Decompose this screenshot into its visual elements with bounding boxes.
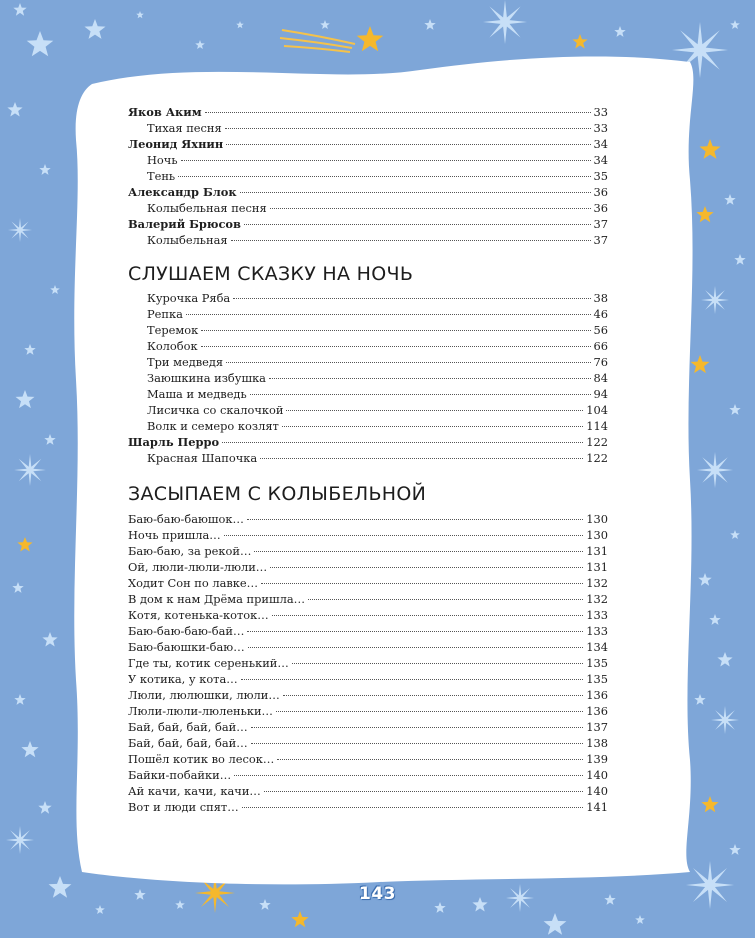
dot-leader	[277, 759, 583, 760]
toc-entry	[128, 322, 608, 338]
entry-title: Вот и люди спят…	[128, 800, 239, 814]
entry-page: 76	[593, 355, 608, 369]
entry-page: 33	[593, 105, 608, 119]
entry-page: 136	[586, 704, 608, 718]
entry-title: Три медведя	[147, 355, 224, 369]
entry-title: Ходит Сон по лавке…	[128, 576, 259, 590]
dot-leader	[181, 160, 591, 161]
toc-entry	[128, 232, 608, 248]
dot-leader	[222, 442, 583, 443]
dot-leader	[247, 631, 583, 632]
dot-leader	[241, 679, 584, 680]
dot-leader	[254, 551, 583, 552]
toc-entry	[128, 751, 608, 767]
dot-leader	[231, 240, 591, 241]
toc-author-entry	[128, 136, 608, 152]
toc-entry	[128, 418, 608, 434]
entry-title: Александр Блок	[128, 185, 237, 199]
entry-title: Бай, бай, бай, бай…	[128, 736, 248, 750]
dot-leader	[270, 208, 591, 209]
toc-entry	[128, 200, 608, 216]
toc-entry	[128, 607, 608, 623]
entry-page: 84	[593, 371, 608, 385]
entry-page: 138	[586, 736, 608, 750]
toc-author-entry	[128, 184, 608, 200]
dot-leader	[282, 426, 583, 427]
entry-page: 104	[586, 403, 608, 417]
dot-leader	[244, 224, 591, 225]
entry-page: 131	[586, 560, 608, 574]
toc-entry	[128, 120, 608, 136]
dot-leader	[250, 394, 591, 395]
entry-page: 132	[586, 576, 608, 590]
dot-leader	[224, 535, 584, 536]
toc-entry	[128, 591, 608, 607]
dot-leader	[251, 743, 584, 744]
dot-leader	[234, 775, 583, 776]
dot-leader	[240, 192, 591, 193]
dot-leader	[242, 807, 584, 808]
section-lullabies	[128, 511, 608, 815]
entry-page: 134	[586, 640, 608, 654]
entry-title: Лисичка со скалочкой	[147, 403, 284, 417]
section-heading-skazka: СЛУШАЕМ СКАЗКУ НА НОЧЬ	[128, 263, 414, 285]
toc-entry	[128, 799, 608, 815]
entry-title: Ай качи, качи, качи…	[128, 784, 261, 798]
entry-title: Ночь	[147, 153, 178, 167]
dot-leader	[248, 647, 584, 648]
star-icon	[701, 286, 729, 314]
star-icon	[711, 706, 739, 734]
entry-page: 130	[586, 528, 608, 542]
entry-title: Ночь пришла…	[128, 528, 221, 542]
entry-page: 139	[586, 752, 608, 766]
entry-page: 133	[586, 624, 608, 638]
entry-page: 135	[586, 672, 608, 686]
entry-page: 135	[586, 656, 608, 670]
toc-entry	[128, 783, 608, 799]
dot-leader	[233, 298, 590, 299]
toc-entry	[128, 543, 608, 559]
toc-author-entry	[128, 216, 608, 232]
entry-page: 132	[586, 592, 608, 606]
entry-title: Тихая песня	[147, 121, 222, 135]
toc-entry	[128, 338, 608, 354]
dot-leader	[276, 711, 583, 712]
toc-entry	[128, 386, 608, 402]
toc-entry	[128, 767, 608, 783]
entry-page: 66	[593, 339, 608, 353]
entry-page: 37	[593, 233, 608, 247]
entry-page: 35	[593, 169, 608, 183]
entry-title: Волк и семеро козлят	[147, 419, 279, 433]
dot-leader	[286, 410, 583, 411]
entry-page: 38	[593, 291, 608, 305]
star-icon	[6, 826, 34, 854]
dot-leader	[226, 144, 590, 145]
entry-page: 37	[593, 217, 608, 231]
dot-leader	[201, 346, 591, 347]
entry-title: Люли-люли-люленьки…	[128, 704, 273, 718]
dot-leader	[283, 695, 584, 696]
entry-title: Теремок	[147, 323, 199, 337]
entry-page: 56	[593, 323, 608, 337]
entry-page: 130	[586, 512, 608, 526]
entry-title: Баю-баю-баюшок…	[128, 512, 244, 526]
entry-page: 36	[593, 185, 608, 199]
dot-leader	[264, 791, 583, 792]
entry-page: 46	[593, 307, 608, 321]
entry-title: Ой, люли-люли-люли…	[128, 560, 268, 574]
entry-page: 122	[586, 435, 608, 449]
dot-leader	[270, 567, 583, 568]
entry-title: Котя, котенька-коток…	[128, 608, 269, 622]
dot-leader	[308, 599, 583, 600]
entry-title: Красная Шапочка	[147, 451, 258, 465]
toc-entry	[128, 370, 608, 386]
dot-leader	[272, 615, 584, 616]
toc-entry	[128, 290, 608, 306]
toc-entry	[128, 354, 608, 370]
dot-leader	[178, 176, 590, 177]
entry-page: 122	[586, 451, 608, 465]
dot-leader	[226, 362, 590, 363]
section-fairy-tales	[128, 290, 608, 466]
entry-title: Репка	[147, 307, 183, 321]
star-icon	[697, 452, 733, 488]
entry-title: Шарль Перро	[128, 435, 220, 449]
toc-author-entry	[128, 434, 608, 450]
dot-leader	[247, 519, 583, 520]
toc-entry	[128, 735, 608, 751]
entry-title: Леонид Яхнин	[128, 137, 224, 151]
entry-page: 140	[586, 784, 608, 798]
entry-title: Курочка Ряба	[147, 291, 231, 305]
dot-leader	[201, 330, 590, 331]
entry-title: Валерий Брюсов	[128, 217, 241, 231]
dot-leader	[292, 663, 583, 664]
toc-entry	[128, 687, 608, 703]
entry-title: Бай, бай, бай, бай…	[128, 720, 248, 734]
toc-entry	[128, 559, 608, 575]
toc-entry	[128, 152, 608, 168]
entry-page: 131	[586, 544, 608, 558]
star-icon	[14, 454, 46, 486]
entry-title: Баю-баюшки-баю…	[128, 640, 245, 654]
entry-page: 140	[586, 768, 608, 782]
toc-entry	[128, 719, 608, 735]
entry-title: Где ты, котик серенький…	[128, 656, 289, 670]
entry-title: Баю-баю-баю-бай…	[128, 624, 245, 638]
page-number: 143	[359, 884, 396, 904]
entry-title: Маша и медведь	[147, 387, 247, 401]
entry-page: 137	[586, 720, 608, 734]
entry-title: Тень	[147, 169, 176, 183]
star-icon	[8, 218, 32, 242]
dot-leader	[186, 314, 591, 315]
entry-page: 34	[593, 137, 608, 151]
section-heading-lullabies: ЗАСЫПАЕМ С КОЛЫБЕЛЬНОЙ	[128, 483, 427, 505]
entry-page: 136	[586, 688, 608, 702]
dot-leader	[261, 583, 583, 584]
dot-leader	[260, 458, 583, 459]
entry-page: 36	[593, 201, 608, 215]
entry-title: Яков Аким	[128, 105, 202, 119]
section-poets	[128, 104, 608, 248]
entry-title: У котика, у кота…	[128, 672, 238, 686]
entry-title: Колобок	[147, 339, 198, 353]
entry-page: 94	[593, 387, 608, 401]
entry-title: Пошёл котик во лесок…	[128, 752, 275, 766]
toc-entry	[128, 655, 608, 671]
toc-entry	[128, 511, 608, 527]
toc-entry	[128, 306, 608, 322]
dot-leader	[205, 112, 591, 113]
toc-entry	[128, 575, 608, 591]
entry-title: Колыбельная	[147, 233, 228, 247]
entry-page: 114	[586, 419, 608, 433]
toc-entry	[128, 402, 608, 418]
entry-title: Байки-побайки…	[128, 768, 232, 782]
toc-entry	[128, 168, 608, 184]
entry-page: 133	[586, 608, 608, 622]
toc-entry	[128, 527, 608, 543]
entry-page: 33	[593, 121, 608, 135]
star-icon	[483, 0, 527, 44]
entry-title: Баю-баю, за рекой…	[128, 544, 252, 558]
toc-author-entry	[128, 104, 608, 120]
table-of-contents	[128, 104, 608, 815]
dot-leader	[225, 128, 591, 129]
dot-leader	[269, 378, 591, 379]
entry-page: 141	[586, 800, 608, 814]
toc-entry	[128, 703, 608, 719]
dot-leader	[251, 727, 584, 728]
toc-entry	[128, 671, 608, 687]
toc-entry	[128, 450, 608, 466]
toc-entry	[128, 639, 608, 655]
entry-title: Заюшкина избушка	[147, 371, 266, 385]
entry-page: 34	[593, 153, 608, 167]
entry-title: Люли, люлюшки, люли…	[128, 688, 280, 702]
entry-title: В дом к нам Дрёма пришла…	[128, 592, 305, 606]
toc-entry	[128, 623, 608, 639]
entry-title: Колыбельная песня	[147, 201, 267, 215]
